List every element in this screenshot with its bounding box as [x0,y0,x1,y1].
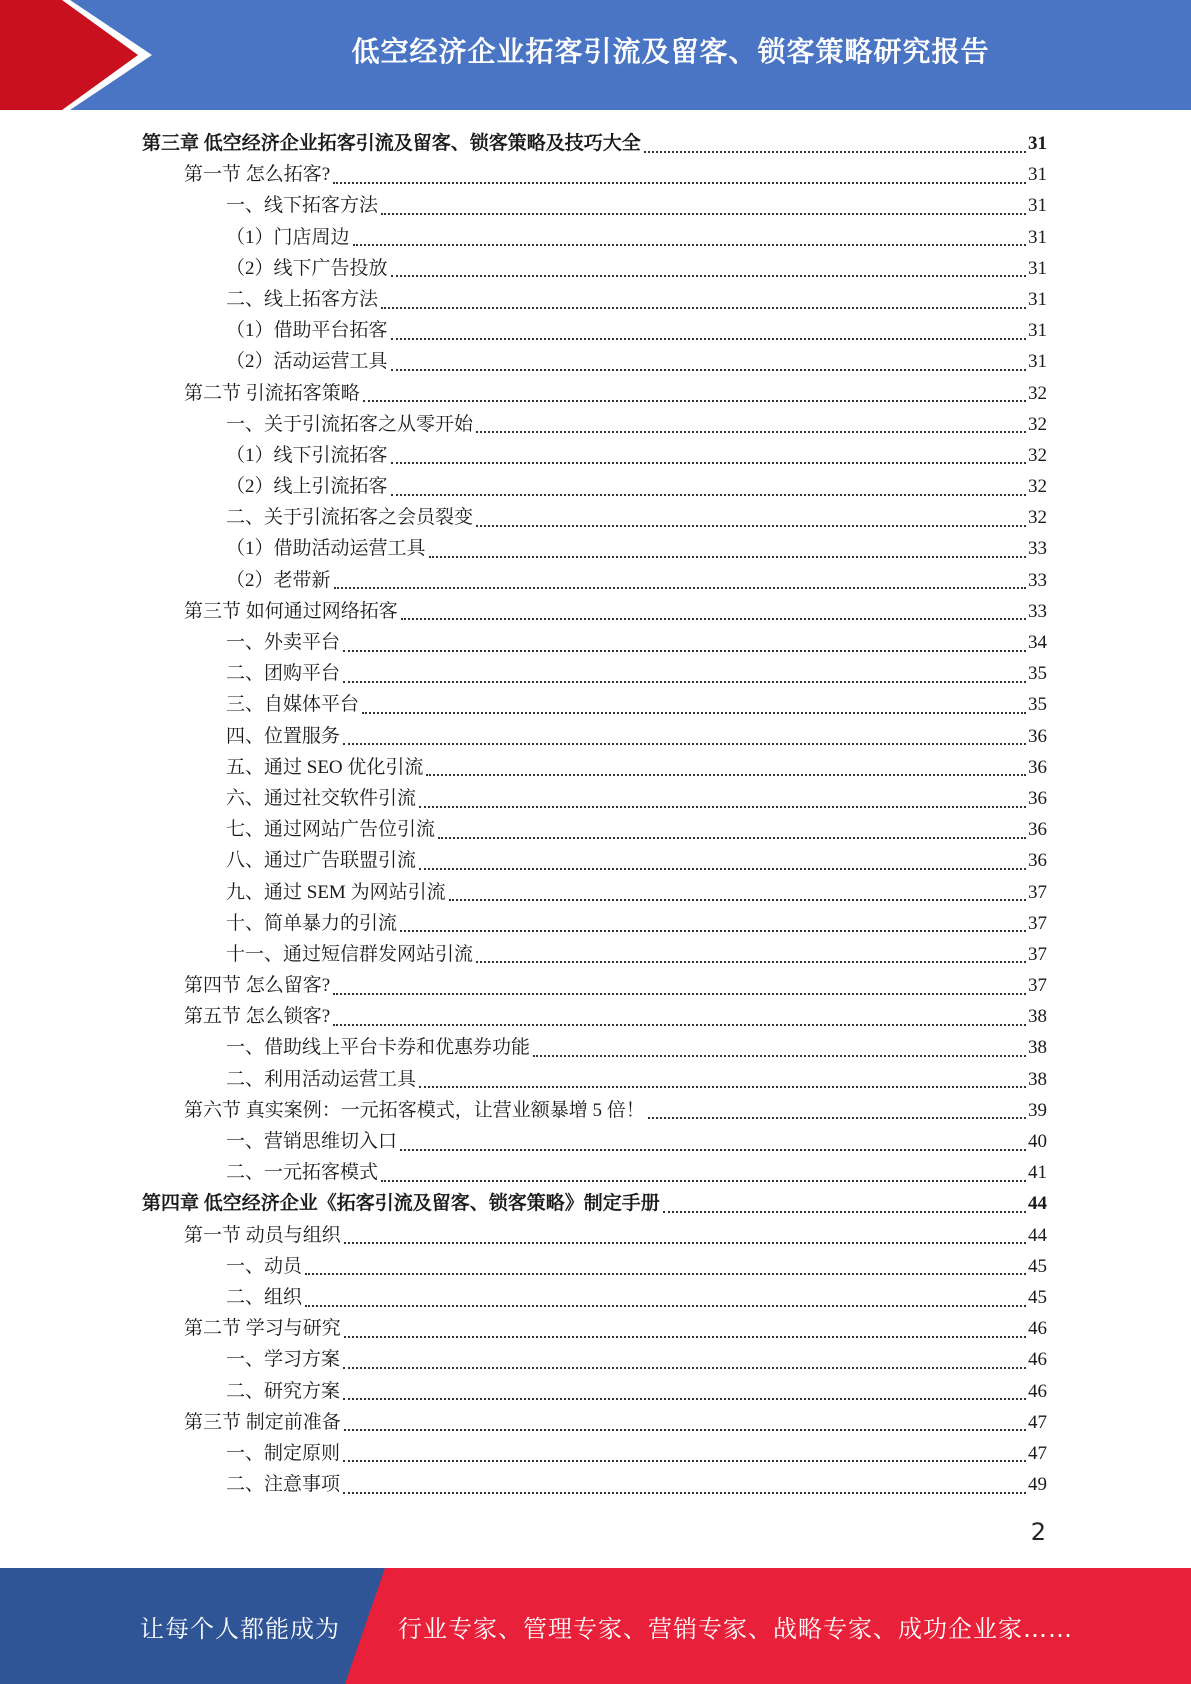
toc-entry-title: 二、注意事项 [226,1474,341,1496]
toc-subsection-row[interactable] [142,845,1047,876]
toc-leader-dots [343,1460,1026,1462]
toc-entry-page: 45 [1028,1255,1047,1277]
toc-entry-title: 十、简单暴力的引流 [226,912,398,934]
toc-entry-page: 44 [1028,1224,1047,1246]
toc-entry-page: 37 [1028,881,1047,903]
toc-entry-page: 40 [1028,1131,1047,1152]
toc-subsection-row[interactable] [142,346,1047,377]
footer-slogan-left: 让每个人都能成为 [140,1614,340,1643]
toc-leader-dots [419,806,1026,808]
toc-entry-title: 二、一元拓客模式 [226,1162,379,1184]
toc-subsection-row[interactable] [142,1282,1047,1313]
toc-entry-page: 37 [1028,912,1047,934]
toc-leader-dots [343,743,1026,745]
document-title: 低空经济企业拓客引流及留客、锁客策略研究报告 [351,35,990,68]
toc-entry-page: 31 [1028,133,1047,154]
toc-leader-dots [391,275,1026,277]
toc-entry-title: 二、组织 [226,1286,303,1308]
toc-entry-page: 46 [1028,1318,1047,1340]
toc-subsection-row[interactable] [142,533,1047,564]
toc-subsection-row[interactable] [142,440,1047,471]
toc-leader-dots [429,556,1026,558]
toc-entry-page: 44 [1028,1193,1047,1215]
toc-entry-title: （1）借助平台拓客 [226,320,388,342]
toc-section-row[interactable] [142,378,1047,409]
toc-entry-title: 一、学习方案 [226,1349,341,1371]
toc-leader-dots [344,1242,1026,1244]
toc-entry-page: 39 [1028,1099,1047,1121]
toc-entry-title: 二、利用活动运营工具 [226,1068,417,1090]
toc-leader-dots [400,930,1026,932]
toc-subsection-row[interactable] [142,190,1047,221]
toc-entry-title: 第四节 怎么留客? [184,975,331,997]
toc-subsection-row[interactable] [142,877,1047,908]
toc-section-row[interactable] [142,159,1047,190]
toc-leader-dots [334,587,1026,589]
toc-entry-page: 31 [1028,164,1047,186]
toc-entry-title: 第五节 怎么锁客? [184,1006,331,1028]
toc-entry-page: 32 [1028,444,1047,466]
toc-entry-page: 33 [1028,569,1047,591]
toc-subsection-row[interactable] [142,908,1047,939]
toc-entry-page: 46 [1028,1349,1047,1371]
toc-entry-page: 47 [1028,1411,1047,1433]
toc-entry-page: 37 [1028,975,1047,997]
toc-leader-dots [449,899,1026,901]
toc-entry-page: 32 [1028,382,1047,404]
toc-entry-page: 38 [1028,1037,1047,1059]
toc-entry-title: （2）线上引流拓客 [226,476,388,498]
toc-entry-title: 六、通过社交软件引流 [226,787,417,809]
toc-leader-dots [362,712,1026,714]
page-header [0,0,1191,110]
toc-leader-dots [343,681,1026,683]
toc-entry-title: 二、研究方案 [226,1380,341,1402]
toc-subsection-row[interactable] [142,1469,1047,1500]
toc-subsection-row[interactable] [142,253,1047,284]
toc-leader-dots [333,182,1026,184]
toc-subsection-row[interactable] [142,1032,1047,1063]
toc-leader-dots [333,1024,1026,1026]
toc-entry-title: （2）线下广告投放 [226,257,388,279]
toc-entry-title: 一、线下拓客方法 [226,195,379,217]
toc-leader-dots [363,400,1026,402]
toc-entry-title: 二、团购平台 [226,663,341,685]
toc-section-row[interactable] [142,1313,1047,1344]
toc-chapter-row[interactable] [142,128,1047,159]
toc-entry-title: 五、通过 SEO 优化引流 [226,756,424,778]
toc-entry-title: 二、线上拓客方法 [226,288,379,310]
table-of-contents [142,128,1047,1500]
toc-leader-dots [648,1117,1026,1119]
toc-leader-dots [476,431,1026,433]
toc-entry-title: 第一节 动员与组织 [184,1224,341,1246]
toc-leader-dots [419,1086,1026,1088]
toc-entry-page: 36 [1028,725,1047,747]
toc-subsection-row[interactable] [142,1376,1047,1407]
toc-leader-dots [343,650,1026,652]
toc-entry-title: 一、外卖平台 [226,632,341,653]
toc-leader-dots [391,338,1026,340]
toc-entry-page: 41 [1028,1162,1047,1184]
toc-entry-title: （2）活动运营工具 [226,351,388,373]
toc-leader-dots [353,244,1026,246]
toc-entry-page: 49 [1028,1474,1047,1496]
toc-entry-page: 31 [1028,257,1047,279]
toc-subsection-row[interactable] [142,1064,1047,1095]
toc-leader-dots [333,993,1026,995]
toc-entry-title: 一、借助线上平台卡券和优惠券功能 [226,1037,531,1059]
toc-entry-title: 八、通过广告联盟引流 [226,850,417,872]
toc-entry-title: 第二节 学习与研究 [184,1318,341,1340]
toc-subsection-row[interactable] [142,409,1047,440]
toc-entry-title: 第三节 如何通过网络拓客 [184,600,398,622]
toc-entry-title: 一、制定原则 [226,1442,341,1464]
toc-entry-title: 第一节 怎么拓客? [184,164,331,186]
toc-entry-page: 32 [1028,413,1047,435]
toc-entry-page: 34 [1028,632,1047,653]
toc-subsection-row[interactable] [142,502,1047,533]
toc-subsection-row[interactable] [142,689,1047,720]
toc-entry-page: 33 [1028,600,1047,622]
toc-leader-dots [400,1149,1026,1151]
toc-subsection-row[interactable] [142,315,1047,346]
toc-subsection-row[interactable] [142,939,1047,970]
toc-entry-page: 38 [1028,1068,1047,1090]
toc-subsection-row[interactable] [142,284,1047,315]
toc-entry-page: 31 [1028,195,1047,217]
toc-leader-dots [438,837,1026,839]
toc-entry-page: 36 [1028,787,1047,809]
toc-subsection-row[interactable] [142,721,1047,752]
toc-leader-dots [305,1305,1026,1307]
toc-leader-dots [391,369,1026,371]
footer-slogan-right: 行业专家、管理专家、营销专家、战略专家、成功企业家…… [398,1614,1073,1643]
toc-entry-page: 35 [1028,694,1047,716]
toc-subsection-row[interactable] [142,1251,1047,1282]
page-footer [0,1568,1191,1684]
toc-entry-title: （1）门店周边 [226,226,350,248]
toc-entry-title: 四、位置服务 [226,725,341,747]
toc-chapter-row[interactable] [142,1188,1047,1219]
toc-entry-page: 46 [1028,1380,1047,1402]
toc-leader-dots [381,213,1026,215]
header-chevron-graphic [0,0,160,110]
toc-entry-title: 三、自媒体平台 [226,694,360,716]
toc-leader-dots [344,1429,1026,1431]
toc-leader-dots [381,1180,1026,1182]
toc-leader-dots [343,1492,1026,1494]
toc-entry-title: 一、动员 [226,1255,303,1277]
toc-entry-page: 36 [1028,819,1047,841]
toc-section-row[interactable] [142,970,1047,1001]
toc-entry-page: 31 [1028,320,1047,342]
toc-subsection-row[interactable] [142,658,1047,689]
toc-entry-page: 32 [1028,476,1047,498]
toc-leader-dots [391,494,1026,496]
toc-entry-page: 32 [1028,507,1047,529]
toc-section-row[interactable] [142,1001,1047,1032]
toc-entry-page: 36 [1028,756,1047,778]
toc-entry-title: 二、关于引流拓客之会员裂变 [226,507,474,529]
toc-entry-title: 第三章 低空经济企业拓客引流及留客、锁客策略及技巧大全 [142,133,641,154]
toc-entry-page: 31 [1028,288,1047,310]
toc-entry-title: 第三节 制定前准备 [184,1411,341,1433]
toc-leader-dots [343,1367,1026,1369]
toc-leader-dots [419,868,1026,870]
toc-subsection-row[interactable] [142,222,1047,253]
toc-subsection-row[interactable] [142,471,1047,502]
page-number: 2 [1030,1518,1046,1546]
toc-entry-title: 十一、通过短信群发网站引流 [226,943,474,965]
toc-entry-page: 33 [1028,538,1047,560]
toc-entry-page: 36 [1028,850,1047,872]
toc-entry-page: 37 [1028,943,1047,965]
toc-leader-dots [426,774,1026,776]
toc-leader-dots [344,1336,1026,1338]
toc-entry-page: 35 [1028,663,1047,685]
toc-entry-page: 47 [1028,1442,1047,1464]
toc-entry-page: 31 [1028,226,1047,248]
toc-leader-dots [305,1273,1026,1275]
toc-leader-dots [476,961,1026,963]
toc-entry-title: 第六节 真实案例：一元拓客模式，让营业额暴增 5 倍！ [184,1099,645,1121]
toc-subsection-row[interactable] [142,752,1047,783]
toc-subsection-row[interactable] [142,1438,1047,1469]
toc-entry-page: 38 [1028,1006,1047,1028]
toc-subsection-row[interactable] [142,783,1047,814]
toc-subsection-row[interactable] [142,1126,1047,1157]
toc-subsection-row[interactable] [142,565,1047,596]
toc-section-row[interactable] [142,1220,1047,1251]
toc-leader-dots [391,462,1026,464]
toc-section-row[interactable] [142,1095,1047,1126]
toc-subsection-row[interactable] [142,627,1047,658]
toc-entry-title: 第四章 低空经济企业《拓客引流及留客、锁客策略》制定手册 [142,1193,660,1215]
toc-leader-dots [644,151,1026,153]
toc-entry-title: （2）老带新 [226,569,331,591]
toc-entry-title: （1）线下引流拓客 [226,444,388,466]
toc-section-row[interactable] [142,1407,1047,1438]
toc-leader-dots [533,1055,1026,1057]
toc-entry-title: 一、营销思维切入口 [226,1131,398,1152]
toc-subsection-row[interactable] [142,1344,1047,1375]
toc-entry-title: 九、通过 SEM 为网站引流 [226,881,446,903]
toc-subsection-row[interactable] [142,1157,1047,1188]
toc-section-row[interactable] [142,596,1047,627]
toc-subsection-row[interactable] [142,814,1047,845]
toc-entry-title: 七、通过网站广告位引流 [226,819,436,841]
toc-leader-dots [401,618,1026,620]
toc-entry-title: 第二节 引流拓客策略 [184,382,360,404]
toc-entry-page: 45 [1028,1286,1047,1308]
toc-leader-dots [663,1211,1026,1213]
toc-entry-page: 31 [1028,351,1047,373]
toc-leader-dots [343,1398,1026,1400]
toc-leader-dots [476,525,1026,527]
toc-leader-dots [381,307,1026,309]
toc-entry-title: 一、关于引流拓客之从零开始 [226,413,474,435]
toc-entry-title: （1）借助活动运营工具 [226,538,426,560]
